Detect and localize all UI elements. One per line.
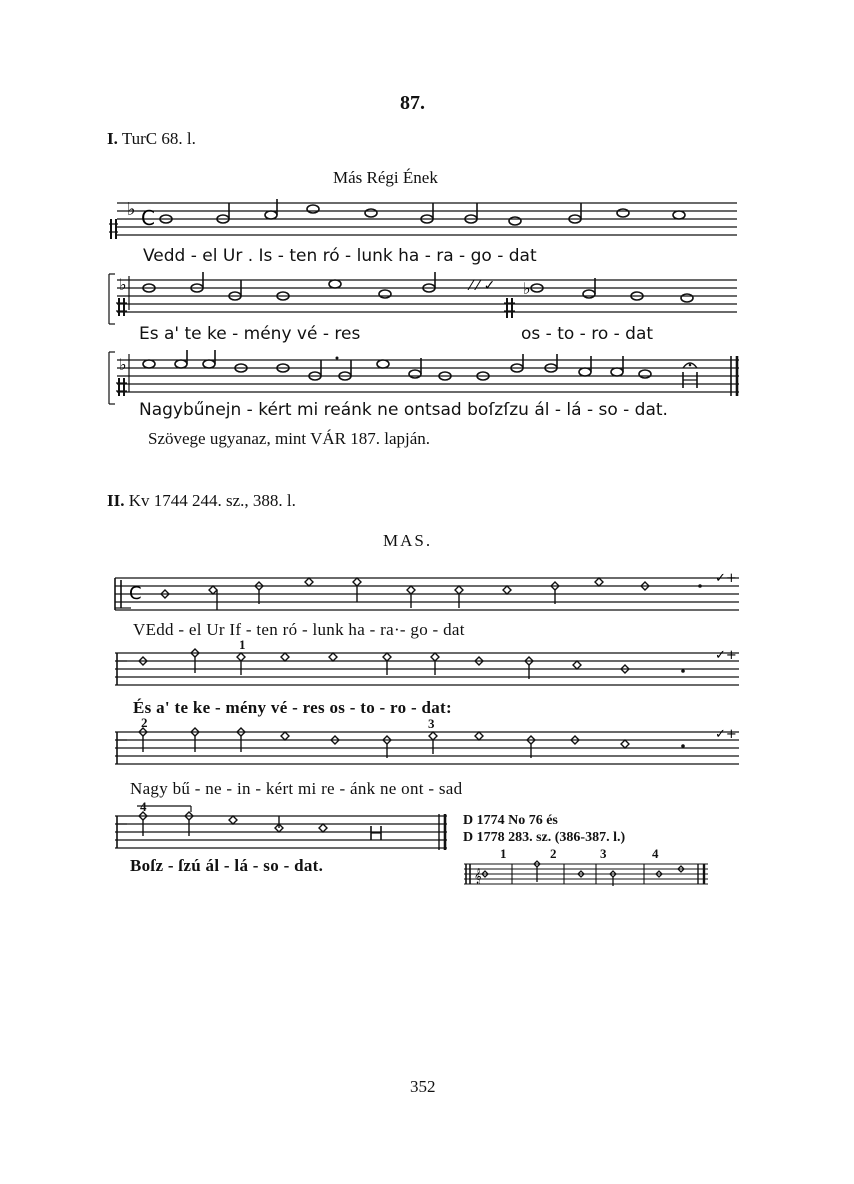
svg-text:✓+: ✓+ [715, 571, 737, 586]
svg-text:✓+: ✓+ [715, 648, 737, 663]
section-2-lyric-line-2: És a' te ke - mény vé - res os - to - ro - dat: [133, 698, 452, 717]
section-1-lyric-line-3: Nagybűnejn - kért mi reánk ne ontsad boſzſzu ál - lá - so - dat. [139, 400, 668, 420]
variant-note-line-2: D 1778 283. sz. (386-387. l.) [463, 830, 626, 845]
marker-1: 1 [239, 637, 246, 652]
variant-note-line-1: D 1774 No 76 és [463, 813, 558, 828]
svg-text:♭: ♭ [127, 199, 136, 220]
section-2-heading [107, 491, 296, 511]
section-2-source: Kv 1744 244. sz., 388. l. [128, 491, 296, 510]
svg-text:♭: ♭ [119, 275, 127, 294]
staff-1-1 [105, 195, 745, 245]
variant-marker-1: 1 [500, 846, 507, 861]
staff-1-2 [105, 270, 745, 330]
section-1-label: I. [107, 129, 118, 148]
staff-1-3 [105, 348, 745, 408]
section-2-lyric-line-3: Nagy bű - ne - in - kért mi re - ánk ne ont - sad [130, 779, 463, 798]
svg-text:𝄞: 𝄞 [474, 869, 482, 884]
svg-text:✓+: ✓+ [715, 727, 737, 742]
staff-2-1 [105, 572, 745, 616]
section-1-source: TurC 68. l. [121, 129, 196, 148]
staff-2-4 [105, 808, 455, 854]
section-1-lyric-line-2b: os - to - ro - dat [521, 324, 654, 344]
staff-2-2 [105, 645, 745, 691]
variant-marker-2: 2 [550, 846, 557, 861]
variant-marker-4: 4 [652, 846, 659, 861]
svg-text:⁄ ⁄ ✓: ⁄ ⁄ ✓ [470, 278, 496, 294]
marker-2: 2 [141, 715, 148, 730]
section-2-lyric-line-1: VEdd - el Ur If - ten ró - lunk ha - ra·- go - dat [133, 620, 465, 639]
page-section-number: 87. [400, 92, 425, 114]
section-1-heading [107, 129, 196, 149]
section-1-lyric-line-1: Vedd - el Ur . Is - ten ró - lunk ha - ra - go - dat [143, 246, 537, 266]
section-2-label: II. [107, 491, 125, 510]
variant-note [463, 812, 625, 846]
svg-text:C: C [141, 206, 155, 230]
svg-text:♭: ♭ [523, 279, 531, 298]
section-2-lyric-line-4: Boſz - ſzú ál - lá - so - dat. [130, 856, 324, 875]
section-1-title: Más Régi Ének [333, 168, 438, 187]
svg-text:♭: ♭ [119, 355, 127, 374]
marker-3: 3 [428, 716, 435, 731]
svg-text:C: C [129, 583, 142, 604]
section-2-title: MAS. [383, 531, 433, 550]
section-1-lyric-line-2: Es a' te ke - mény vé - res [139, 324, 361, 344]
section-1-note: Szövege ugyanaz, mint VÁR 187. lapján. [148, 429, 431, 448]
staff-2-3 [105, 724, 745, 770]
variant-marker-3: 3 [600, 846, 607, 861]
page-number: 352 [410, 1077, 436, 1096]
marker-4: 4 [140, 799, 147, 814]
variant-staff [460, 860, 712, 886]
